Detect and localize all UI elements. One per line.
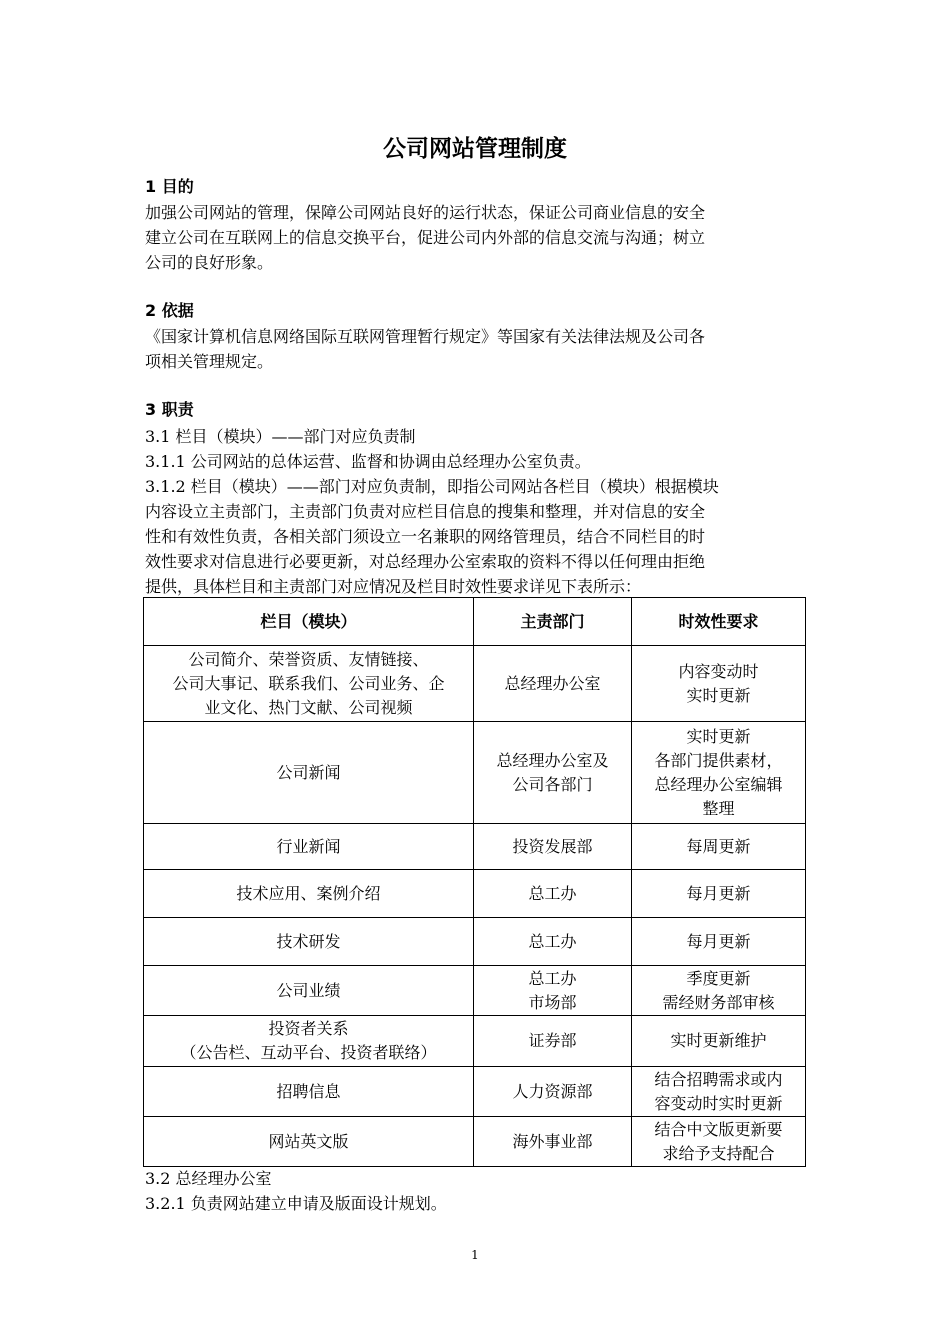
cell-line: 容变动时实时更新 [654, 1093, 783, 1113]
cell-line: 证券部 [528, 1031, 577, 1050]
cell-line: 实时更新维护 [670, 1031, 767, 1050]
cell-line: 公司大事记、联系我们、公司业务、企 [172, 673, 445, 693]
section-3-2-body [145, 1166, 810, 1216]
cell-line: 业文化、热门文献、公司视频 [204, 697, 413, 717]
page-title: 公司网站管理制度 [383, 136, 567, 162]
paragraph-line: 建立公司在互联网上的信息交换平台，促进公司内外部的信息交流与沟通；树立 [145, 228, 706, 247]
module-cell [144, 1117, 474, 1167]
department-cell [474, 646, 632, 722]
section-2-body [145, 324, 810, 374]
module-cell [144, 966, 474, 1016]
subsection-3-1: 3.1 栏目（模块）——部门对应负责制 [145, 427, 416, 446]
section-3-heading: 3 职责 [145, 400, 194, 419]
table-row [144, 966, 806, 1016]
department-cell [474, 1067, 632, 1117]
table-row [144, 1016, 806, 1067]
subsection-3-1-2-line: 内容设立主责部门，主责部门负责对应栏目信息的搜集和整理，并对信息的安全 [145, 502, 706, 521]
department-cell [474, 870, 632, 918]
cell-line: 公司新闻 [276, 762, 341, 782]
subsection-3-2: 3.2 总经理办公室 [145, 1169, 272, 1188]
cell-line: 实时更新 [686, 685, 751, 705]
table-row [144, 646, 806, 722]
table-row [144, 1117, 806, 1167]
paragraph-line: 《国家计算机信息网络国际互联网管理暂行规定》等国家有关法律法规及公司各 [145, 327, 706, 346]
module-cell [144, 1067, 474, 1117]
timeliness-cell [632, 966, 806, 1016]
module-cell [144, 1016, 474, 1067]
cell-line: 各部门提供素材， [654, 750, 783, 770]
cell-line: 网站英文版 [268, 1131, 349, 1151]
section-1-body [145, 200, 810, 275]
column-header-timeliness: 时效性要求 [632, 598, 806, 646]
cell-line: 结合招聘需求或内 [654, 1069, 783, 1089]
timeliness-cell [632, 1067, 806, 1117]
module-cell [144, 870, 474, 918]
cell-line: 每周更新 [686, 836, 751, 856]
paragraph-line: 项相关管理规定。 [145, 352, 274, 371]
cell-line: 总工办 [528, 931, 577, 951]
timeliness-cell [632, 722, 806, 824]
subsection-3-1-1: 3.1.1 公司网站的总体运营、监督和协调由总经理办公室负责。 [145, 452, 591, 471]
department-cell [474, 1016, 632, 1067]
cell-line: 实时更新 [686, 726, 751, 746]
table-row [144, 870, 806, 918]
timeliness-cell [632, 918, 806, 966]
table-header-row [144, 598, 806, 646]
section-3-body [145, 424, 810, 599]
cell-line: 整理 [702, 798, 735, 818]
cell-line: 求给予支持配合 [662, 1143, 775, 1163]
cell-line: 每月更新 [686, 931, 751, 951]
module-cell [144, 722, 474, 824]
section-1-heading: 1 目的 [145, 177, 194, 196]
cell-line: 总经理办公室及 [496, 750, 609, 770]
cell-line: 总经理办公室 [504, 673, 601, 693]
table-row [144, 722, 806, 824]
paragraph-line: 加强公司网站的管理，保障公司网站良好的运行状态，保证公司商业信息的安全 [145, 203, 706, 222]
responsibility-table [143, 597, 806, 1167]
timeliness-cell [632, 646, 806, 722]
cell-line: 海外事业部 [512, 1131, 593, 1151]
cell-line: 内容变动时 [678, 661, 759, 681]
cell-line: 技术应用、案例介绍 [236, 883, 381, 903]
cell-line: 结合中文版更新要 [654, 1119, 783, 1139]
table-row [144, 824, 806, 870]
department-cell [474, 1117, 632, 1167]
cell-line: 投资者关系 [268, 1019, 349, 1038]
subsection-3-2-1: 3.2.1 负责网站建立申请及版面设计规划。 [145, 1194, 447, 1213]
department-cell [474, 966, 632, 1016]
department-cell [474, 824, 632, 870]
cell-line: 公司各部门 [512, 774, 593, 794]
table-row [144, 918, 806, 966]
module-cell [144, 824, 474, 870]
timeliness-cell [632, 870, 806, 918]
column-header-department: 主责部门 [474, 598, 632, 646]
department-cell [474, 722, 632, 824]
cell-line: 公司简介、荣誉资质、友情链接、 [188, 649, 429, 669]
cell-line: 每月更新 [686, 883, 751, 903]
subsection-3-1-2-line: 效性要求对信息进行必要更新，对总经理办公室索取的资料不得以任何理由拒绝 [145, 552, 706, 571]
section-2-heading: 2 依据 [145, 301, 194, 320]
module-cell [144, 646, 474, 722]
cell-line: 人力资源部 [512, 1081, 593, 1101]
department-cell [474, 918, 632, 966]
cell-line: 季度更新 [686, 968, 751, 988]
cell-line: 总经理办公室编辑 [654, 774, 783, 794]
cell-line: 公司业绩 [276, 980, 341, 1000]
subsection-3-1-2-line: 提供，具体栏目和主责部门对应情况及栏目时效性要求详见下表所示： [145, 577, 642, 596]
paragraph-line: 公司的良好形象。 [145, 253, 274, 272]
cell-line: 总工办 [528, 883, 577, 903]
subsection-3-1-2-line: 性和有效性负责，各相关部门须设立一名兼职的网络管理员，结合不同栏目的时 [145, 527, 706, 546]
cell-line: 行业新闻 [276, 836, 341, 856]
cell-line: 技术研发 [276, 931, 341, 951]
cell-line: （公告栏、互动平台、投资者联络） [180, 1043, 437, 1062]
column-header-module: 栏目（模块） [144, 598, 474, 646]
cell-line: 需经财务部审核 [662, 992, 775, 1012]
timeliness-cell [632, 824, 806, 870]
cell-line: 投资发展部 [512, 836, 593, 856]
table-row [144, 1067, 806, 1117]
page-number: 1 [471, 1248, 479, 1262]
module-cell [144, 918, 474, 966]
cell-line: 市场部 [528, 992, 577, 1012]
timeliness-cell [632, 1117, 806, 1167]
subsection-3-1-2-line: 3.1.2 栏目（模块）——部门对应负责制，即指公司网站各栏目（模块）根据模块 [145, 477, 719, 496]
cell-line: 总工办 [528, 968, 577, 988]
cell-line: 招聘信息 [276, 1081, 341, 1101]
timeliness-cell [632, 1016, 806, 1067]
